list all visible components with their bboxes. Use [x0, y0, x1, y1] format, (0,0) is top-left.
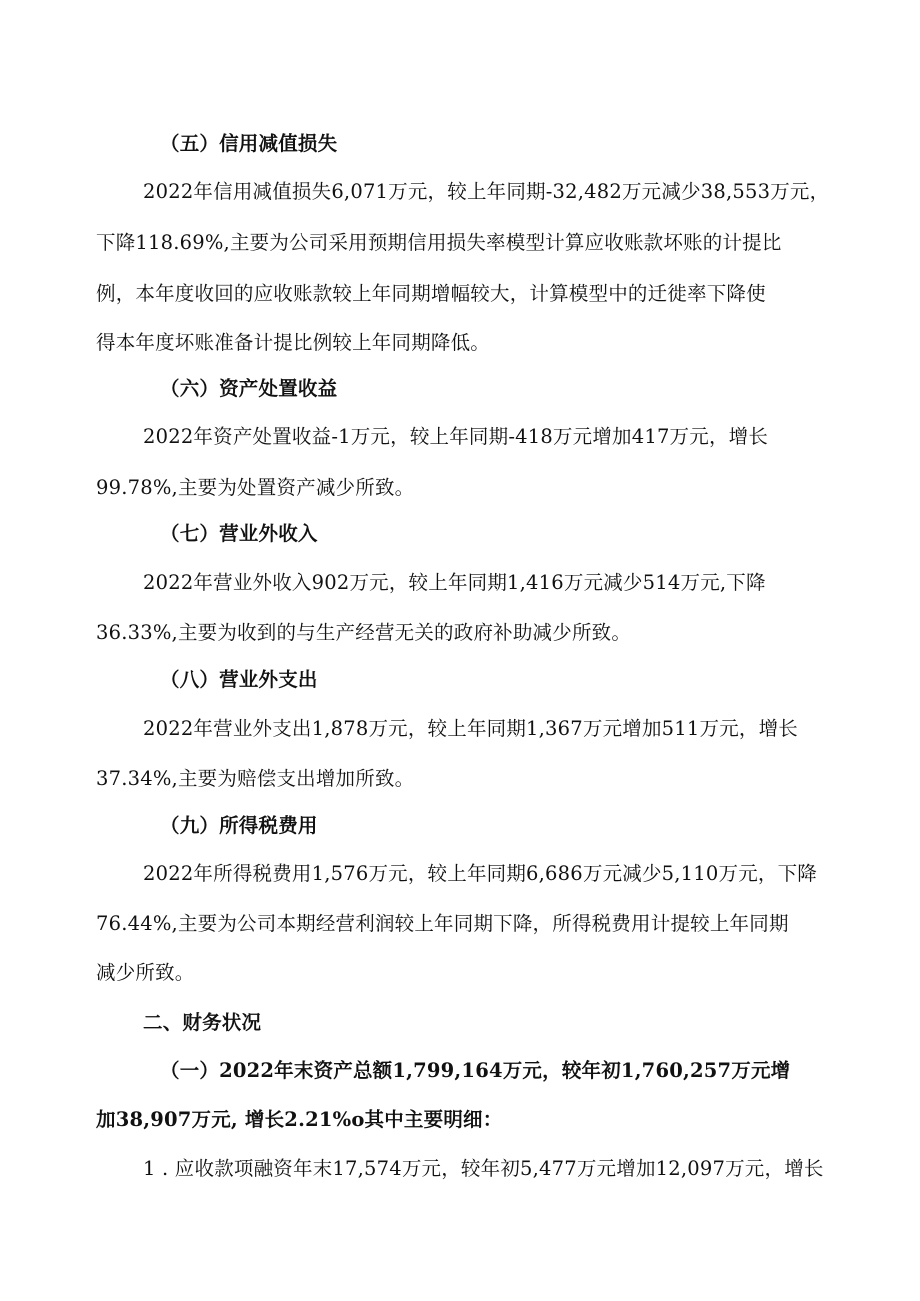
paragraph-line: 99.78%,主要为处置资产减少所致。 [96, 476, 415, 499]
detail-item-1: 1 . 应收款项融资年末17,574万元，较年初5,477万元增加12,097万元，增长 [143, 1157, 824, 1180]
paragraph-line: 2022年营业外支出1,878万元，较上年同期1,367万元增加511万元，增长 [143, 717, 798, 740]
assets-summary-line: 加38,907万元, 增长2.21%o其中主要明细： [96, 1108, 503, 1131]
paragraph-line: 例，本年度收回的应收账款较上年同期增幅较大，计算模型中的迁徙率下降使 [96, 282, 766, 305]
part-two-heading: 二、财务状况 [143, 1011, 262, 1034]
paragraph-line: 2022年信用减值损失6,071万元，较上年同期-32,482万元减少38,553万元， [143, 180, 830, 203]
section-heading-7: （七）营业外收入 [160, 522, 318, 545]
paragraph-line: 37.34%,主要为赔偿支出增加所致。 [96, 767, 415, 790]
paragraph-line: 2022年所得税费用1,576万元，较上年同期6,686万元减少5,110万元，下降 [143, 862, 817, 885]
paragraph-line: 减少所致。 [96, 961, 195, 984]
paragraph-line: 2022年资产处置收益-1万元，较上年同期-418万元增加417万元，增长 [143, 425, 769, 448]
paragraph-line: 76.44%,主要为公司本期经营利润较上年同期下降，所得税费用计提较上年同期 [96, 912, 789, 935]
section-heading-9: （九）所得税费用 [160, 814, 318, 837]
section-heading-8: （八）营业外支出 [160, 668, 318, 691]
section-heading-6: （六）资产处置收益 [160, 377, 338, 400]
section-heading-5: （五）信用减值损失 [160, 132, 338, 155]
paragraph-line: 下降118.69%,主要为公司采用预期信用损失率模型计算应收账款坏账的计提比 [96, 231, 782, 254]
paragraph-line: 36.33%,主要为收到的与生产经营无关的政府补助减少所致。 [96, 621, 632, 644]
assets-summary-line: （一）2022年末资产总额1,799,164万元，较年初1,760,257万元增 [160, 1059, 791, 1082]
paragraph-line: 2022年营业外收入902万元，较上年同期1,416万元减少514万元,下降 [143, 571, 766, 594]
paragraph-line: 得本年度坏账准备计提比例较上年同期降低。 [96, 331, 491, 354]
